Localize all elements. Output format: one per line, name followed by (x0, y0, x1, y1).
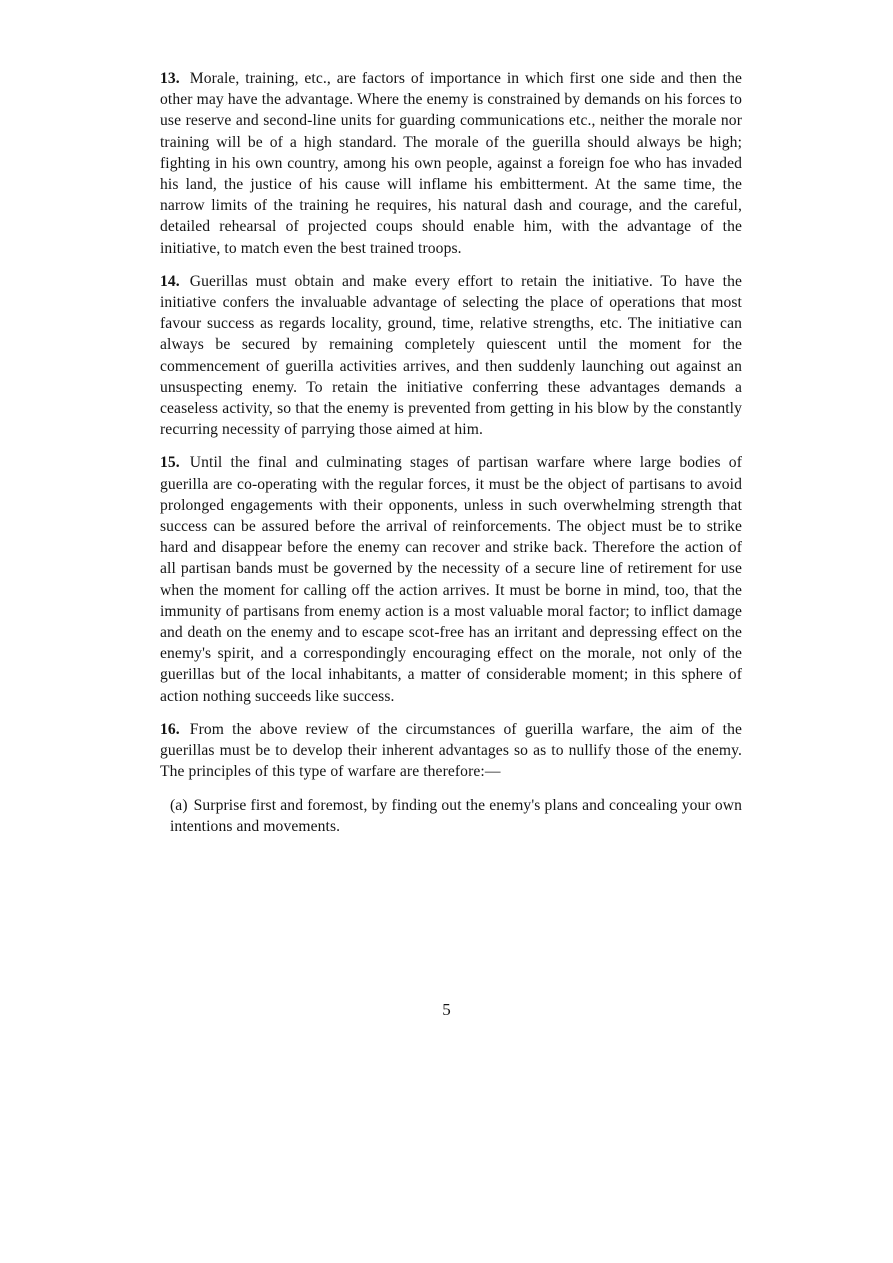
paragraph-text: Morale, training, etc., are factors of importance in which first one side and then the other may have the advantage. Where the enemy is constrained by demands on his forces to use reserve and second-line units for guarding communications etc., neither the morale nor training will be of a high standard. The morale of the guerilla should always be high; fighting in his own country, among his own people, against a foreign foe who has invaded his land, the justice of his cause will inflame his embitterment. At the same time, the narrow limits of the training he requires, his natural dash and courage, and the careful, detailed rehearsal of projected coups should enable him, with the advantage of the initiative, to match even the best trained troops. (160, 70, 742, 257)
paragraph-number: 14. (160, 272, 180, 290)
paragraph-15 (160, 452, 742, 706)
subitem-text: Surprise first and foremost, by finding out the enemy's plans and concealing your own intentions and movements. (170, 796, 742, 835)
subitem-a (170, 795, 742, 837)
paragraph-number: 16. (160, 720, 180, 738)
page-number: 5 (442, 1000, 451, 1019)
paragraph-13 (160, 68, 742, 259)
paragraph-text: Until the final and culminating stages of partisan warfare where large bodies of guerilla are co-operating with the regular forces, it must be the object of partisans to avoid prolonged engagements with their opponents, unless in such overwhelming strength that success can be assured before the arrival of reinforcements. The object must be to strike hard and disappear before the enemy can recover and strike back. Therefore the action of all partisan bands must be governed by the necessity of a secure line of retirement for use when the moment for calling off the action arrives. It must be borne in mind, too, that the immunity of partisans from enemy action is a most valuable moral factor; to inflict damage and death on the enemy and to escape scot-free has an irritant and depressing effect on the enemy's spirit, and a correspondingly encouraging effect on the morale, not only of the guerillas but of the local inhabitants, a matter of considerable moment; in this sphere of action nothing succeeds like success. (160, 454, 742, 705)
paragraph-text: Guerillas must obtain and make every effort to retain the initiative. To have the initiative confers the invaluable advantage of selecting the place of operations that most favour success as regards locality, ground, time, relative strengths, etc. The initiative can always be secured by remaining completely quiescent until the moment for the commencement of guerilla activities arrives, and then suddenly launching out against an unsuspecting enemy. To retain the initiative conferring these advantages demands a ceaseless activity, so that the enemy is prevented from getting in his blow by the constantly recurring necessity of parrying those aimed at him. (160, 272, 742, 439)
subitem-label: (a) (170, 796, 188, 814)
paragraph-14 (160, 271, 742, 441)
document-page (160, 68, 742, 837)
paragraph-number: 13. (160, 70, 180, 87)
paragraph-16 (160, 719, 742, 783)
paragraph-number: 15. (160, 454, 180, 472)
paragraph-text: From the above review of the circumstances of guerilla warfare, the aim of the guerillas must be to develop their inherent advantages so as to nullify those of the enemy. The principles of this type of warfare are therefore:— (160, 720, 742, 781)
